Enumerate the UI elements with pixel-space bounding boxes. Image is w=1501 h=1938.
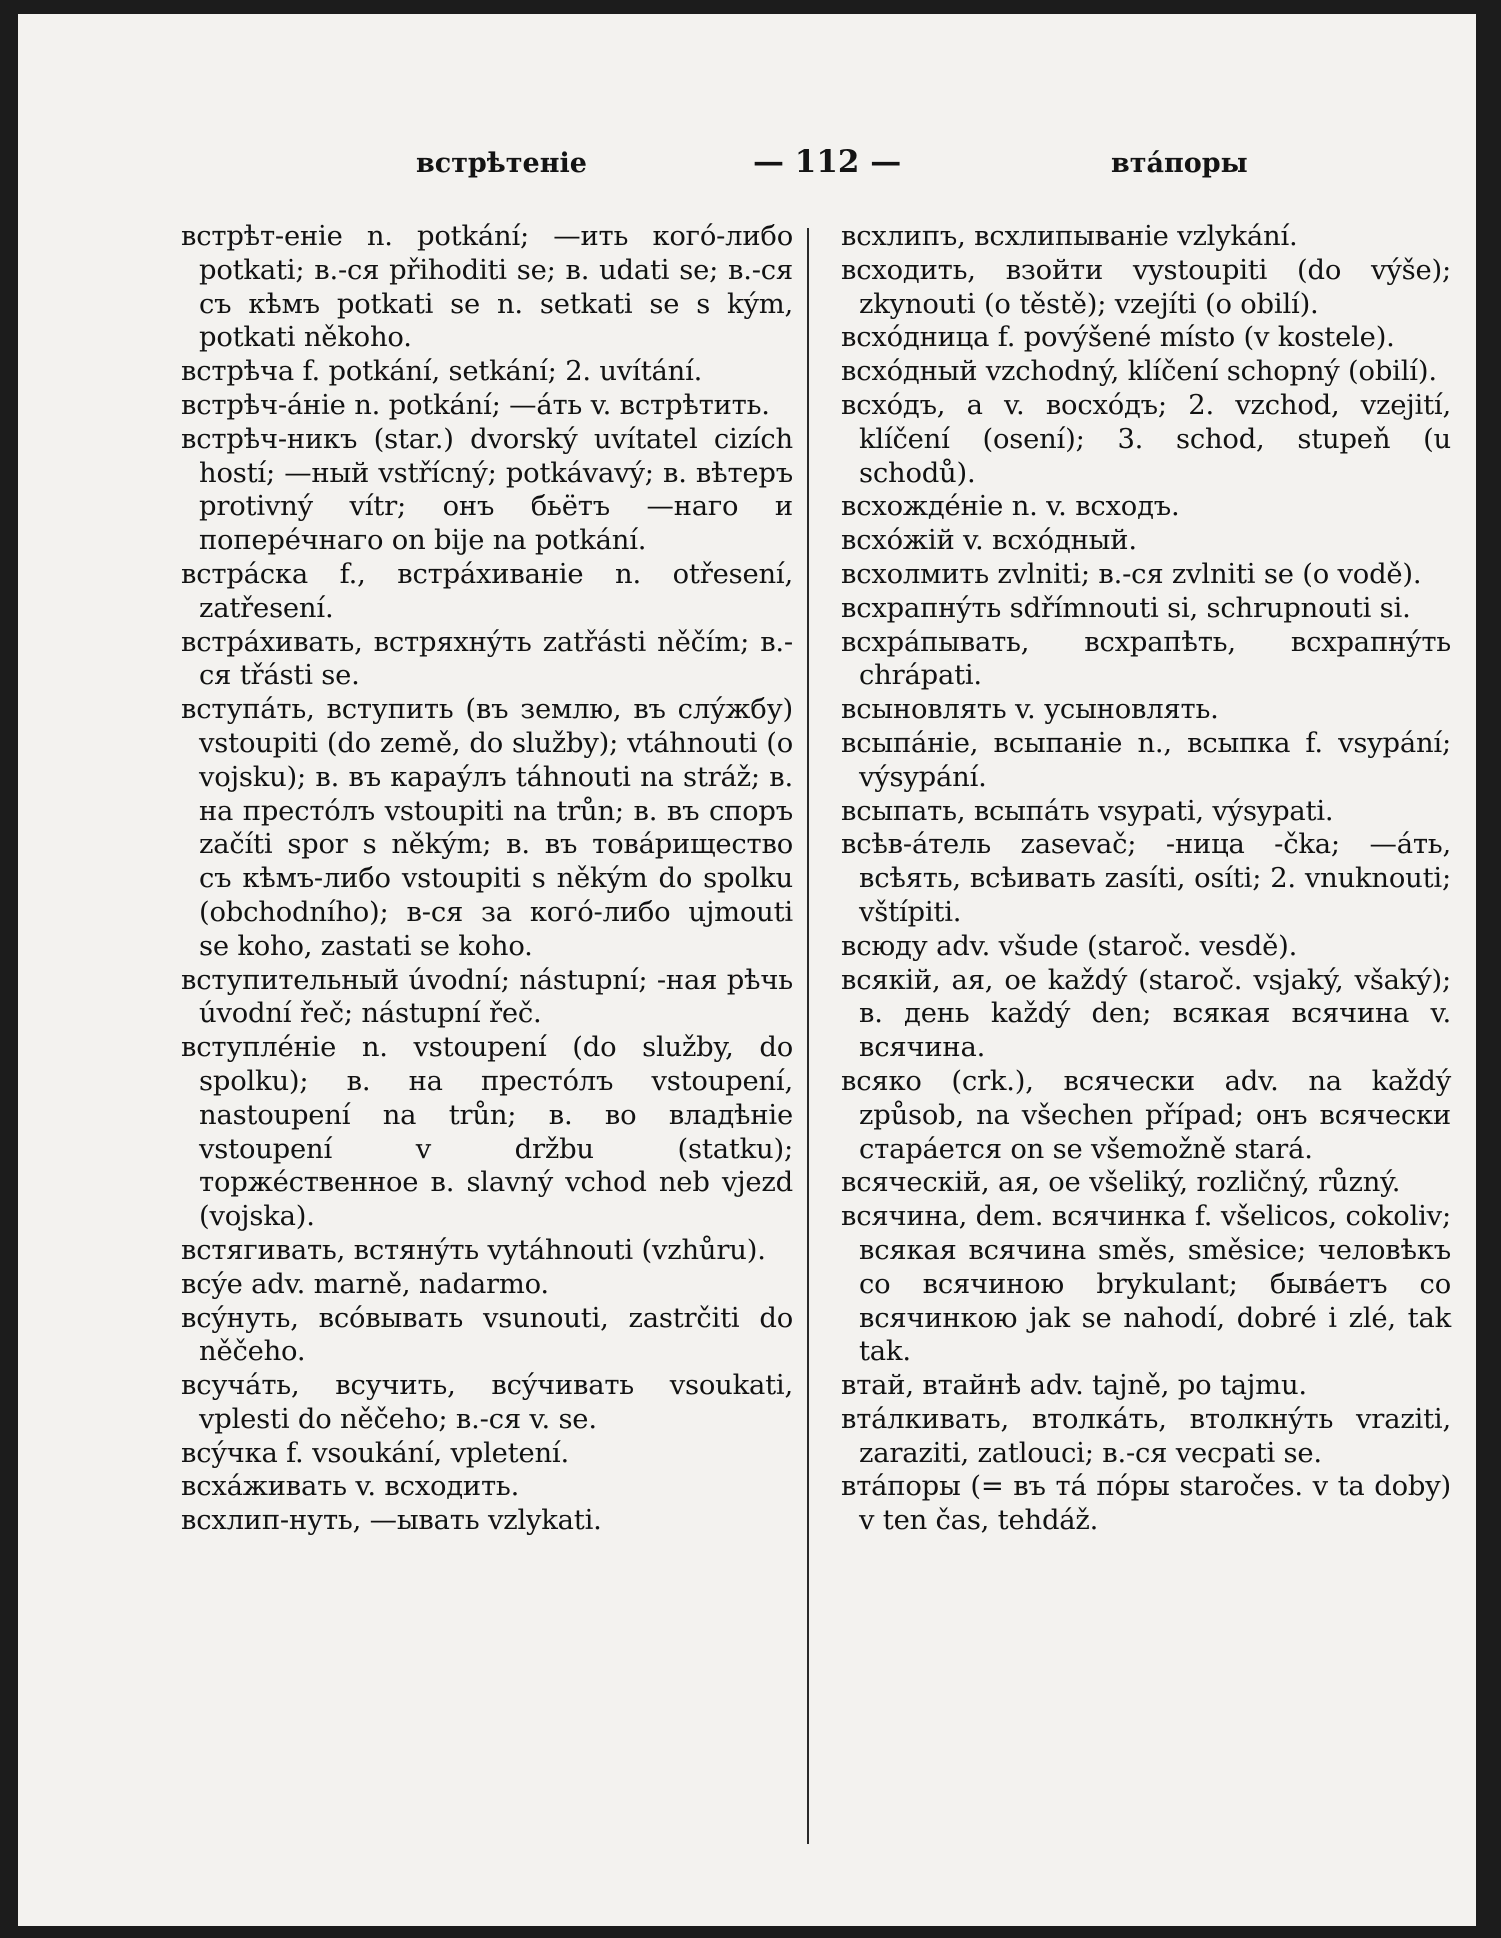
header-left-guide-word: встрѣтеніе: [416, 148, 587, 179]
dictionary-entry: всýе adv. marně, nadarmo.: [181, 1268, 549, 1300]
dictionary-entry: всхолмить zvlniti; в.-ся zvlniti se (o vodě).: [841, 558, 1422, 590]
header-right-guide-word: втáпоры: [1111, 148, 1248, 179]
dictionary-entry: встрѣч-никъ (star.) dvorský uvítatel cizích hostí; —ный vstřícný; potkávavý; в. вѣтеръ protivný vítr; онъ бьётъ —наго и поперéчнаго on bije na potkání.: [181, 423, 793, 557]
dictionary-entry: встрáска f., встрáхиваніе n. otřesení, zatřesení.: [181, 558, 793, 624]
dictionary-entry: вступительный úvodní; nástupní; -ная рѣчь úvodní řeč; nástupní řeč.: [181, 964, 793, 1030]
dictionary-entry: встрѣт-еніе n. potkání; —ить когó-либо potkati; в.-ся přihoditi se; в. udati se; в.-ся съ кѣмъ potkati se n. setkati se s kým, potkati někoho.: [181, 221, 793, 354]
right-column: [841, 220, 1451, 1538]
dictionary-entry: встрѣч-áніе n. potkání; —áть v. встрѣтить.: [181, 389, 770, 421]
dictionary-entry: всяческій, ая, ое všeliký, rozličný, různý.: [841, 1167, 1401, 1199]
column-divider: [807, 228, 809, 1844]
dictionary-entry: всхождéніе n. v. всходъ.: [841, 491, 1180, 523]
dictionary-entry: всякій, ая, ое každý (staroč. vsjaký, všaký); в. день každý den; всякая всячина v. всячина.: [841, 964, 1451, 1064]
dictionary-entry: всхлип-нуть, —ывать vzlykati.: [181, 1505, 602, 1537]
page-header: [18, 142, 1476, 192]
dictionary-entry: втáпоры (= въ тá пóры staročes. v ta doby) v ten čas, tehdáž.: [841, 1471, 1451, 1537]
dictionary-entry: всýнуть, всóвывать vsunouti, zastrčiti do něčeho.: [181, 1302, 793, 1368]
dictionary-entry: встрѣча f. potkání, setkání; 2. uvítání.: [181, 356, 703, 388]
dictionary-entry: всхóдница f. povýšené místo (v kostele).: [841, 322, 1395, 354]
dictionary-entry: встрáхивать, встряхнýть zatřásti něčím; в.-ся třásti se.: [181, 626, 793, 692]
dictionary-entry: всыпать, всыпáть vsypati, výsypati.: [841, 795, 1334, 827]
dictionary-page: [18, 14, 1476, 1926]
dictionary-entry: всходить, взойти vystoupiti (do výše); zkynouti (o těstě); vzejíti (o obilí).: [841, 254, 1451, 320]
dictionary-entry: всучáть, всучить, всýчивать vsoukati, vplesti do něčeho; в.-ся v. se.: [181, 1370, 793, 1435]
dictionary-entry: всюду adv. všude (staroč. vesdě).: [841, 930, 1298, 962]
dictionary-entry: всхáживать v. всходить.: [181, 1471, 520, 1503]
dictionary-entry: встягивать, встянýть vytáhnouti (vzhůru).: [181, 1234, 766, 1266]
dictionary-entry: всхрáпывать, всхрапѣть, всхрапнýть chrápati.: [841, 626, 1451, 692]
dictionary-entry: втай, втайнѣ adv. tajně, po tajmu.: [841, 1370, 1307, 1402]
dictionary-entry: всýчка f. vsoukání, vpletení.: [181, 1437, 569, 1469]
dictionary-entry: всяко (crk.), всячески adv. na každý způsob, na všechen případ; онъ всячески старáется on se všemožně stará.: [841, 1065, 1451, 1165]
dictionary-entry: всхрапнýть sdřímnouti si, schrupnouti si.: [841, 592, 1411, 624]
dictionary-entry: всячина, dem. всячинка f. všelicos, cokoliv; всякая всячина směs, směsice; человѣкъ со всячиною brykulant; бывáетъ со всячинкою jak se nahodí, dobré i zlé, tak tak.: [841, 1201, 1451, 1368]
left-column: [181, 220, 793, 1538]
dictionary-entry: всхóдъ, а v. восхóдъ; 2. vzchod, vzejití, klíčení (osení); 3. schod, stupeň (u schodů).: [841, 389, 1451, 489]
dictionary-entry: всыновлять v. усыновлять.: [841, 694, 1219, 726]
dictionary-entry: втáлкивать, втолкáть, втолкнýть vraziti, zaraziti, zatlouci; в.-ся vecpati se.: [841, 1403, 1451, 1469]
dictionary-entry: всыпáніе, всыпаніе n., всыпка f. vsypání; výsypání.: [841, 727, 1451, 793]
dictionary-entry: вступлéніе n. vstoupení (do služby, do spolku); в. на престóлъ vstoupení, nastoupení na trůn; в. во владѣніе vstoupení v držbu (statku); торжéственное в. slavný vchod neb vjezd (vojska).: [181, 1032, 793, 1233]
dictionary-entry: вступáть, вступить (въ землю, въ слýжбу) vstoupiti (do země, do služby); vtáhnouti (o vojsku); в. въ караýлъ táhnouti na stráž; в. на престóлъ vstoupiti na trůn; в. въ споръ začíti spor s někým; в. въ товáрищество съ кѣмъ-либо vstoupiti s někým do spolku (obchodního); в-ся за когó-либо ujmouti se koho, zastati se koho.: [181, 694, 793, 962]
dictionary-entry: всхóжій v. всхóдный.: [841, 525, 1137, 557]
dictionary-entry: всхóдный vzchodný, klíčení schopný (obilí).: [841, 356, 1437, 388]
dictionary-entry: всѣв-áтель zasevač; -ница -čka; —áть, всѣять, всѣивать zasíti, osíti; 2. vnuknouti; vštípiti.: [841, 829, 1451, 928]
dictionary-entry: всхлипъ, всхлипываніе vzlykání.: [841, 221, 1298, 252]
page-number: — 112 —: [753, 144, 902, 180]
